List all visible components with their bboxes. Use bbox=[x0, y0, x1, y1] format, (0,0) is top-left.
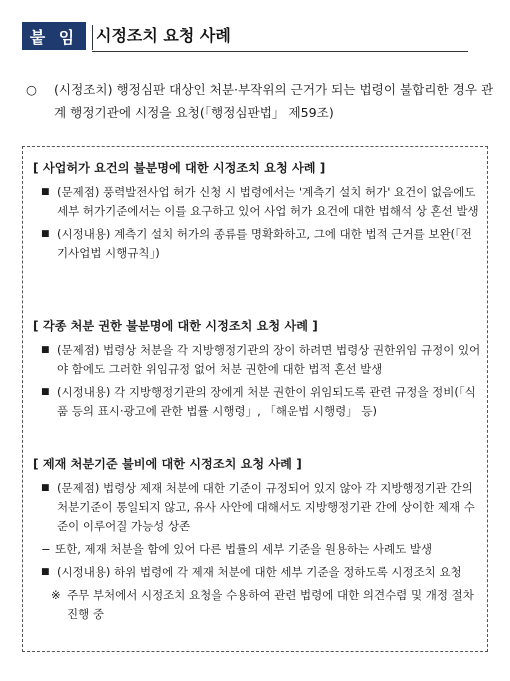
attachment-tag: 붙 임 bbox=[22, 22, 86, 50]
sub-item-text: 또한, 제재 처분을 함에 있어 다른 법률의 세부 기준을 원용하는 사례도 발생 bbox=[55, 542, 433, 556]
square-bullet-icon: ■ bbox=[41, 387, 50, 397]
sub-item bbox=[33, 540, 481, 559]
title-divider bbox=[92, 25, 93, 50]
list-item bbox=[33, 225, 481, 263]
section-permit-requirements bbox=[33, 159, 481, 267]
section-title: [ 사업허가 요건의 불분명에 대한 시정조치 요청 사례 ] bbox=[33, 161, 326, 175]
page-title: 시정조치 요청 사례 bbox=[96, 26, 231, 45]
item-text: (시정내용) 계측기 설치 허가의 종류를 명확화하고, 그에 대한 법적 근거를 보완(「전기사업법 시행규칙」) bbox=[57, 227, 472, 260]
item-text: (시정내용) 각 지방행정기관의 장에게 처분 권한이 위임되도록 관련 규정을 정비(「식품 등의 표시·광고에 관한 법률 시행령」, 「해운법 시행령」 등) bbox=[57, 385, 476, 418]
list-item bbox=[33, 563, 481, 582]
list-item bbox=[33, 341, 481, 379]
intro-paragraph bbox=[26, 78, 496, 124]
case-examples-box bbox=[22, 146, 488, 652]
list-item bbox=[33, 183, 481, 221]
intro-text: (시정조치) 행정심판 대상인 처분·부작위의 근거가 되는 법령이 불합리한 경우 관계 행정기관에 시정을 요청(「행정심판법」 제59조) bbox=[54, 82, 494, 120]
title-underline bbox=[92, 51, 468, 52]
reference-mark-icon: ※ bbox=[51, 588, 61, 602]
item-text: (문제점) 풍력발전사업 허가 신청 시 법령에서는 '계측기 설치 허가' 요건이 없음에도 세부 허가기준에서는 이를 요구하고 있어 사업 허가 요건에 대한 법해석 상 혼선 발생 bbox=[57, 185, 479, 218]
section-title: [ 각종 처분 권한 불분명에 대한 시정조치 요청 사례 ] bbox=[33, 319, 318, 333]
note-text: 주무 부처에서 시정조치 요청을 수용하여 관련 법령에 대한 의견수렴 및 개정 절차 진행 중 bbox=[67, 588, 474, 621]
header bbox=[22, 22, 468, 50]
section-sanction-criteria bbox=[33, 455, 481, 624]
dash-bullet-icon: − bbox=[41, 542, 51, 556]
circle-bullet-icon: ○ bbox=[26, 82, 37, 97]
square-bullet-icon: ■ bbox=[41, 187, 50, 197]
note-item bbox=[33, 586, 481, 624]
section-title: [ 제재 처분기준 불비에 대한 시정조치 요청 사례 ] bbox=[33, 457, 302, 471]
list-item bbox=[33, 383, 481, 421]
square-bullet-icon: ■ bbox=[41, 567, 50, 577]
square-bullet-icon: ■ bbox=[41, 345, 50, 355]
item-text: (문제점) 법령상 처분을 각 지방행정기관의 장이 하려면 법령상 권한위임 규정이 있어야 함에도 그러한 위임규정 없어 처분 권한에 대한 법적 혼선 발생 bbox=[57, 343, 481, 376]
list-item bbox=[33, 479, 481, 536]
section-disposition-authority bbox=[33, 317, 481, 425]
item-text: (문제점) 법령상 제재 처분에 대한 기준이 규정되어 있지 않아 각 지방행정기관 간의 처분기준이 통일되지 않고, 유사 사안에 대해서도 지방행정기관 간에 상이한 제재 수준이 이루어질 가능성 상존 bbox=[57, 481, 475, 533]
square-bullet-icon: ■ bbox=[41, 483, 50, 493]
square-bullet-icon: ■ bbox=[41, 229, 50, 239]
item-text: (시정내용) 하위 법령에 각 제재 처분에 대한 세부 기준을 정하도록 시정조치 요청 bbox=[57, 565, 462, 579]
